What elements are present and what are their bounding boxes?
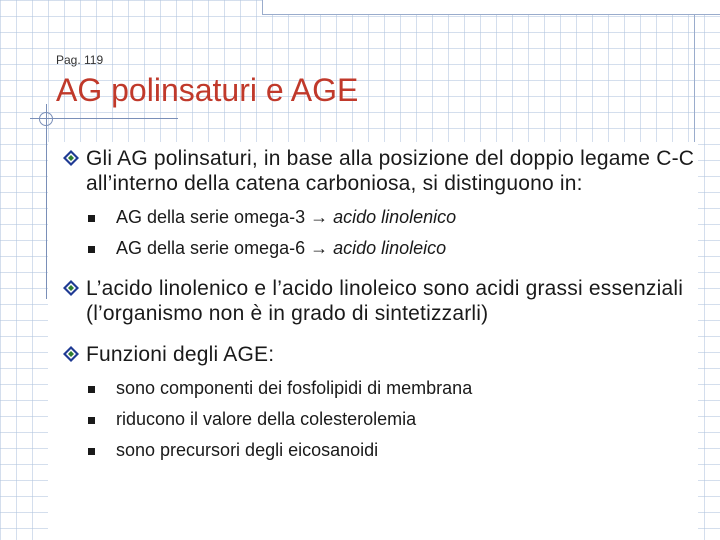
- diamond-bullet-icon: [62, 279, 80, 297]
- list-item: [60, 404, 700, 435]
- list-item-text: riducono il valore della colesterolemia: [116, 409, 417, 429]
- list-item-prefix: AG della serie omega-3 →: [116, 207, 334, 227]
- left-margin-line: [46, 104, 47, 299]
- bullet-text: Funzioni degli AGE:: [86, 343, 275, 366]
- page-label: Pag. 119: [56, 53, 104, 67]
- square-bullet-icon: [88, 417, 95, 424]
- square-bullet-icon: [88, 448, 95, 455]
- bullet-text: Gli AG polinsaturi, in base alla posizione del doppio legame C-C all’interno della catena carboniosa, si distinguono in:: [86, 147, 695, 195]
- list-item-italic: acido linoleico: [333, 238, 447, 258]
- header-box: [262, 0, 720, 15]
- list-item: [60, 373, 700, 404]
- square-bullet-icon: [88, 386, 95, 393]
- square-bullet-icon: [88, 246, 95, 253]
- functions-list: [60, 373, 700, 466]
- list-item-italic: acido linolenico: [333, 207, 457, 227]
- bullet-point: [60, 276, 700, 326]
- list-item-prefix: AG della serie omega-6 →: [116, 238, 334, 258]
- list-item: [60, 233, 700, 264]
- list-item-text: sono componenti dei fosfolipidi di membrana: [116, 378, 473, 398]
- title-circle-ornament: [39, 112, 53, 126]
- list-item: [60, 435, 700, 466]
- slide-title: AG polinsaturi e AGE: [56, 72, 359, 108]
- bullet-point: [60, 342, 700, 367]
- diamond-bullet-icon: [62, 149, 80, 167]
- slide-content: [60, 146, 700, 466]
- bullet-text: L’acido linolenico e l’acido linoleico sono acidi grassi essenziali (l’organismo non è in grado di sintetizzarli): [86, 277, 684, 325]
- list-item: [60, 202, 700, 233]
- list-item-text: sono precursori degli eicosanoidi: [116, 440, 379, 460]
- bullet-point: [60, 146, 700, 196]
- diamond-bullet-icon: [62, 345, 80, 363]
- omega-list: [60, 202, 700, 264]
- square-bullet-icon: [88, 215, 95, 222]
